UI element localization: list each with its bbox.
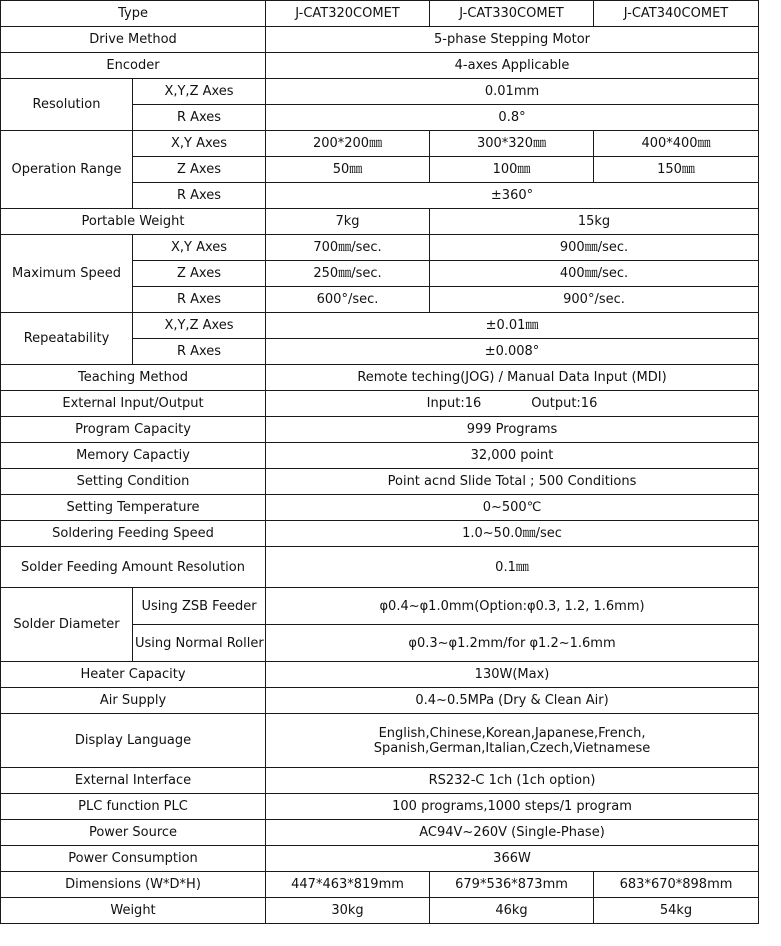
row-value: 100 programs,1000 steps/1 program xyxy=(266,794,759,820)
cell-value: 250㎜/sec. xyxy=(266,261,430,287)
row-label: External Interface xyxy=(1,768,266,794)
setting-condition-row xyxy=(1,469,759,495)
external-io-row xyxy=(1,391,759,417)
dimensions-row xyxy=(1,872,759,898)
cell-value: 54kg xyxy=(594,898,759,924)
cell-value: 150㎜ xyxy=(594,157,759,183)
row-value: 0.8° xyxy=(266,105,759,131)
sub-label: X,Y,Z Axes xyxy=(133,313,266,339)
cell-value: 900°/sec. xyxy=(430,287,759,313)
row-label: Air Supply xyxy=(1,688,266,714)
type-header: Type xyxy=(1,1,266,27)
teaching-method-row xyxy=(1,365,759,391)
encoder-row xyxy=(1,53,759,79)
sub-label: R Axes xyxy=(133,183,266,209)
row-value: ±0.01㎜ xyxy=(266,313,759,339)
sub-label: X,Y,Z Axes xyxy=(133,79,266,105)
setting-temperature-row xyxy=(1,495,759,521)
cell-value: 400㎜/sec. xyxy=(430,261,759,287)
heater-capacity-row xyxy=(1,662,759,688)
row-value xyxy=(266,714,759,768)
sub-label: R Axes xyxy=(133,339,266,365)
row-value: 0~500℃ xyxy=(266,495,759,521)
model-header-320: J-CAT320COMET xyxy=(266,1,430,27)
cell-value: 46kg xyxy=(430,898,594,924)
sub-label: Z Axes xyxy=(133,261,266,287)
group-label: Repeatability xyxy=(1,313,133,365)
row-value: 0.1㎜ xyxy=(266,547,759,588)
sub-label: X,Y Axes xyxy=(133,235,266,261)
cell-value: 200*200㎜ xyxy=(266,131,430,157)
language-line: Spanish,German,Italian,Czech,Vietnamese xyxy=(373,740,651,756)
cell-value: 600°/sec. xyxy=(266,287,430,313)
row-label: Solder Feeding Amount Resolution xyxy=(1,547,266,588)
cell-value: 30kg xyxy=(266,898,430,924)
row-value: Point acnd Slide Total ; 500 Conditions xyxy=(266,469,759,495)
sub-label: X,Y Axes xyxy=(133,131,266,157)
group-label: Maximum Speed xyxy=(1,235,133,313)
group-label: Resolution xyxy=(1,79,133,131)
cell-value: 700㎜/sec. xyxy=(266,235,430,261)
row-value: 0.01mm xyxy=(266,79,759,105)
input-count: Input:16 xyxy=(426,396,482,411)
row-value xyxy=(266,391,759,417)
row-value: Remote teching(JOG) / Manual Data Input (MDI) xyxy=(266,365,759,391)
row-label: Dimensions (W*D*H) xyxy=(1,872,266,898)
display-language-row xyxy=(1,714,759,768)
group-label: Solder Diameter xyxy=(1,588,133,662)
row-label: Drive Method xyxy=(1,27,266,53)
sub-label: Using Normal Roller xyxy=(133,625,266,662)
row-label: Heater Capacity xyxy=(1,662,266,688)
power-consumption-row xyxy=(1,846,759,872)
output-count: Output:16 xyxy=(531,396,598,411)
sub-label: R Axes xyxy=(133,287,266,313)
cell-value: 300*320㎜ xyxy=(430,131,594,157)
memory-capacity-row xyxy=(1,443,759,469)
row-label: Display Language xyxy=(1,714,266,768)
row-value: ±360° xyxy=(266,183,759,209)
program-capacity-row xyxy=(1,417,759,443)
header-row xyxy=(1,1,759,27)
row-label: Soldering Feeding Speed xyxy=(1,521,266,547)
sub-label: Using ZSB Feeder xyxy=(133,588,266,625)
maximum-speed-row xyxy=(1,235,759,261)
repeatability-row xyxy=(1,313,759,339)
cell-value: 679*536*873mm xyxy=(430,872,594,898)
air-supply-row xyxy=(1,688,759,714)
solder-diameter-row xyxy=(1,588,759,625)
plc-function-row xyxy=(1,794,759,820)
resolution-row xyxy=(1,79,759,105)
cell-value: 683*670*898mm xyxy=(594,872,759,898)
row-value: 0.4~0.5MPa (Dry & Clean Air) xyxy=(266,688,759,714)
row-value: 4-axes Applicable xyxy=(266,53,759,79)
row-value: 1.0~50.0㎜/sec xyxy=(266,521,759,547)
language-line: English,Chinese,Korean,Japanese,French, xyxy=(378,725,646,741)
model-header-340: J-CAT340COMET xyxy=(594,1,759,27)
cell-value: 900㎜/sec. xyxy=(430,235,759,261)
power-source-row xyxy=(1,820,759,846)
sub-label: R Axes xyxy=(133,105,266,131)
row-label: Weight xyxy=(1,898,266,924)
row-value: 366W xyxy=(266,846,759,872)
row-value: 32,000 point xyxy=(266,443,759,469)
drive-method-row xyxy=(1,27,759,53)
cell-value: 100㎜ xyxy=(430,157,594,183)
external-interface-row xyxy=(1,768,759,794)
row-label: Power Consumption xyxy=(1,846,266,872)
cell-value: 15kg xyxy=(430,209,759,235)
row-value: ±0.008° xyxy=(266,339,759,365)
row-value: 999 Programs xyxy=(266,417,759,443)
cell-value: 447*463*819mm xyxy=(266,872,430,898)
solder-feeding-resolution-row xyxy=(1,547,759,588)
row-label: Encoder xyxy=(1,53,266,79)
operation-range-row xyxy=(1,131,759,157)
row-label: Portable Weight xyxy=(1,209,266,235)
row-value: AC94V~260V (Single-Phase) xyxy=(266,820,759,846)
row-value: 130W(Max) xyxy=(266,662,759,688)
row-value: φ0.4~φ1.0mm(Option:φ0.3, 1.2, 1.6mm) xyxy=(266,588,759,625)
row-label: External Input/Output xyxy=(1,391,266,417)
model-header-330: J-CAT330COMET xyxy=(430,1,594,27)
soldering-feeding-speed-row xyxy=(1,521,759,547)
row-value: φ0.3~φ1.2mm/for φ1.2~1.6mm xyxy=(266,625,759,662)
row-label: Program Capacity xyxy=(1,417,266,443)
row-value: 5-phase Stepping Motor xyxy=(266,27,759,53)
row-label: Memory Capactiy xyxy=(1,443,266,469)
weight-row xyxy=(1,898,759,924)
row-label: Setting Condition xyxy=(1,469,266,495)
row-label: Setting Temperature xyxy=(1,495,266,521)
cell-value: 7kg xyxy=(266,209,430,235)
portable-weight-row xyxy=(1,209,759,235)
row-label: Teaching Method xyxy=(1,365,266,391)
row-value: RS232-C 1ch (1ch option) xyxy=(266,768,759,794)
row-label: Power Source xyxy=(1,820,266,846)
cell-value: 50㎜ xyxy=(266,157,430,183)
row-label: PLC function PLC xyxy=(1,794,266,820)
group-label: Operation Range xyxy=(1,131,133,209)
cell-value: 400*400㎜ xyxy=(594,131,759,157)
sub-label: Z Axes xyxy=(133,157,266,183)
